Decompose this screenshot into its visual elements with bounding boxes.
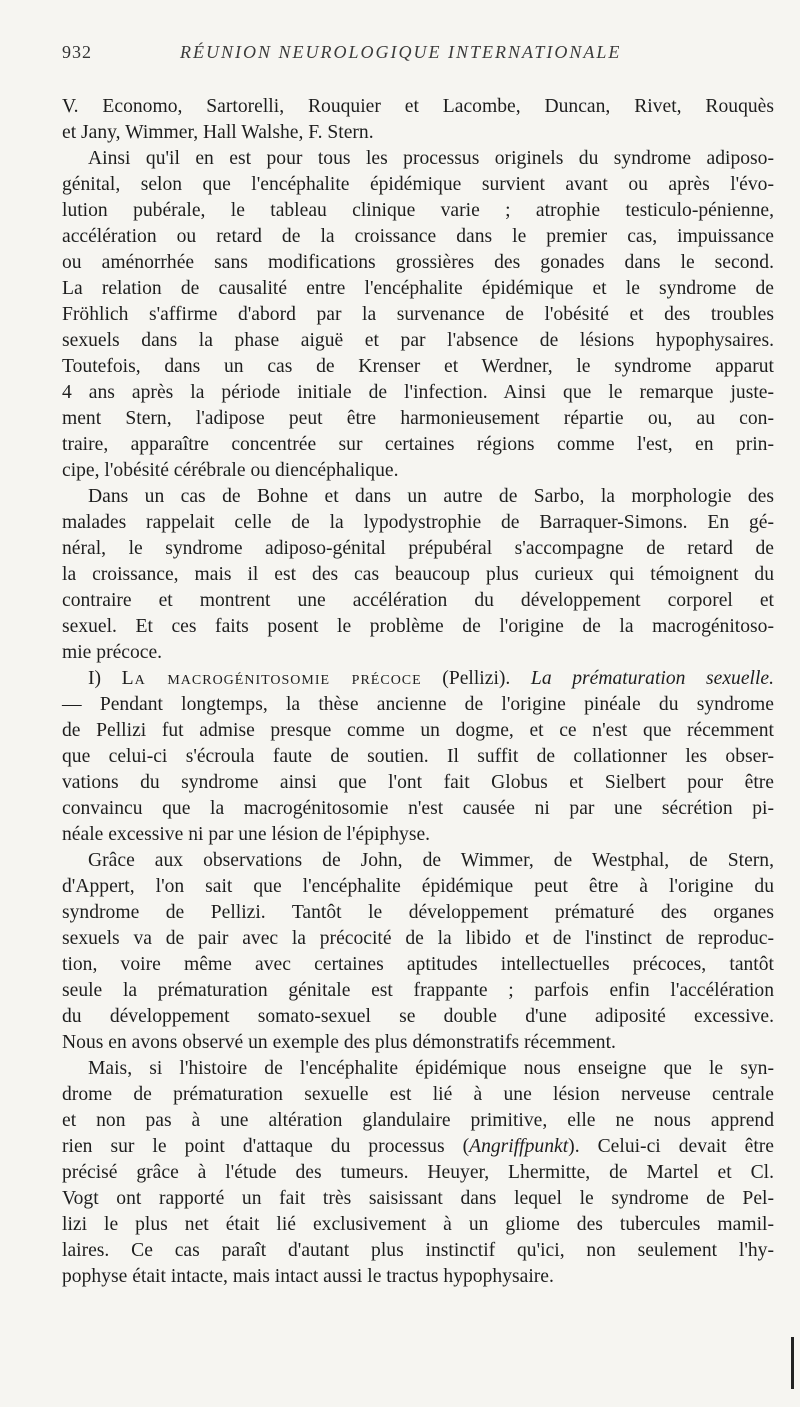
text-line: drome de prématuration sexuelle est lié à une lésion nerveuse centrale <box>62 1084 774 1105</box>
text-line: 4 ans après la période initiale de l'infection. Ainsi que le remarque juste- <box>62 382 774 403</box>
text-line: Vogt ont rapporté un fait très saisissant dans lequel le syndrome de Pel- <box>62 1188 774 1209</box>
text-line: Nous en avons observé un exemple des plus démonstratifs récemment. <box>62 1032 616 1053</box>
text-line: syndrome de Pellizi. Tantôt le développement prématuré des organes <box>62 902 774 923</box>
text-line <box>62 666 774 692</box>
text-line: Fröhlich s'affirme d'abord par la survenance de l'obésité et des troubles <box>62 304 774 325</box>
text-line: — Pendant longtemps, la thèse ancienne de l'origine pinéale du syndrome <box>62 694 774 715</box>
text-line: sexuels va de pair avec la précocité de la libido et de l'instinct de reproduc- <box>62 928 774 949</box>
text-line: La relation de causalité entre l'encéphalite épidémique et le syndrome de <box>62 278 774 299</box>
running-header <box>62 42 774 82</box>
running-title: RÉUNION NEUROLOGIQUE INTERNATIONALE <box>180 42 622 62</box>
text-line: de Pellizi fut admise presque comme un dogme, et ce n'est que récemment <box>62 720 774 741</box>
book-page <box>62 42 774 1290</box>
text-line: du développement somato-sexuel se double d'une adiposité excessive. <box>62 1006 774 1027</box>
text-line: tion, voire même avec certaines aptitudes intellectuelles précoces, tantôt <box>62 954 774 975</box>
text-line: ment Stern, l'adipose peut être harmonieusement répartie ou, au con- <box>62 408 774 429</box>
text-line: cipe, l'obésité cérébrale ou diencéphalique. <box>62 460 399 481</box>
text-fragment: rien sur le point d'attaque du processus ( <box>62 1136 470 1157</box>
text-line: génital, selon que l'encéphalite épidémique survient avant ou après l'évo- <box>62 174 774 195</box>
text-line: Grâce aux observations de John, de Wimmer, de Westphal, de Stern, <box>88 850 774 871</box>
text-line: Mais, si l'histoire de l'encéphalite épidémique nous enseigne que le syn- <box>88 1058 774 1079</box>
text-fragment: I) <box>88 668 122 689</box>
section-heading: La macrogénitosomie précoce <box>121 668 422 689</box>
text-line: mie précoce. <box>62 642 163 663</box>
text-line: convaincu que la macrogénitosomie n'est causée ni par une sécrétion pi- <box>62 798 774 819</box>
text-line: et Jany, Wimmer, Hall Walshe, F. Stern. <box>62 122 374 143</box>
text-line: sexuel. Et ces faits posent le problème de l'origine de la macrogénitoso- <box>62 616 774 637</box>
text-line: lizi le plus net était lié exclusivement à un gliome des tubercules mamil- <box>62 1214 774 1235</box>
text-line: Dans un cas de Bohne et dans un autre de Sarbo, la morphologie des <box>88 486 774 507</box>
page-edge-mark <box>791 1337 794 1389</box>
text-line: malades rappelait celle de la lypodystrophie de Barraquer-Simons. En gé- <box>62 512 774 533</box>
text-line: vations du syndrome ainsi que l'ont fait Globus et Sielbert pour être <box>62 772 774 793</box>
text-line: contraire et montrent une accélération du développement corporel et <box>62 590 774 611</box>
body-text <box>62 94 774 1290</box>
text-line: néral, le syndrome adiposo-génital prépubéral s'accompagne de retard de <box>62 538 774 559</box>
text-line: Ainsi qu'il en est pour tous les processus originels du syndrome adiposo- <box>88 148 774 169</box>
text-line: pophyse était intacte, mais intact aussi le tractus hypophysaire. <box>62 1266 554 1287</box>
text-line: seule la prématuration génitale est frappante ; parfois enfin l'accélération <box>62 980 774 1001</box>
text-line <box>62 1134 774 1160</box>
text-fragment: (Pellizi). <box>421 668 531 689</box>
text-line: d'Appert, l'on sait que l'encéphalite épidémique peut être à l'origine du <box>62 876 774 897</box>
text-line: V. Economo, Sartorelli, Rouquier et Lacombe, Duncan, Rivet, Rouquès <box>62 96 774 117</box>
text-line: précisé grâce à l'étude des tumeurs. Heuyer, Lhermitte, de Martel et Cl. <box>62 1162 774 1183</box>
text-line: néale excessive ni par une lésion de l'épiphyse. <box>62 824 431 845</box>
text-line: la croissance, mais il est des cas beaucoup plus curieux qui témoignent du <box>62 564 774 585</box>
text-line: accélération ou retard de la croissance dans le premier cas, impuissance <box>62 226 774 247</box>
text-line: et non pas à une altération glandulaire primitive, elle ne nous apprend <box>62 1110 774 1131</box>
text-line: laires. Ce cas paraît d'autant plus instinctif qu'ici, non seulement l'hy- <box>62 1240 774 1261</box>
text-line: traire, apparaître concentrée sur certaines régions comme l'est, en prin- <box>62 434 774 455</box>
text-line: que celui-ci s'écroula faute de soutien. Il suffit de collationner les obser- <box>62 746 774 767</box>
text-line: lution pubérale, le tableau clinique varie ; atrophie testiculo-pénienne, <box>62 200 774 221</box>
page-number: 932 <box>62 42 92 62</box>
italic-text: Angriffpunkt <box>469 1136 569 1157</box>
text-line: sexuels dans la phase aiguë et par l'absence de lésions hypophysaires. <box>62 330 774 351</box>
text-fragment: ). Celui-ci devait être <box>568 1136 774 1157</box>
italic-text: La prématuration sexuelle. <box>530 668 775 689</box>
text-line: Toutefois, dans un cas de Krenser et Werdner, le syndrome apparut <box>62 356 774 377</box>
text-line: ou aménorrhée sans modifications grossières des gonades dans le second. <box>62 252 774 273</box>
